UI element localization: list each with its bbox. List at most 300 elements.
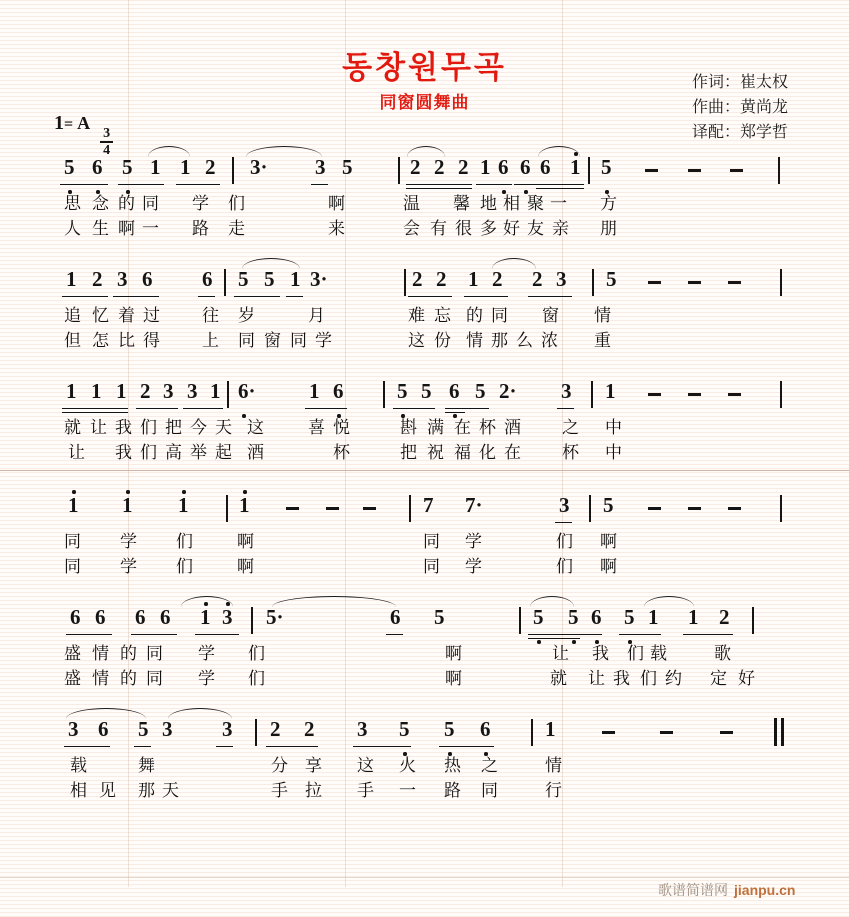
lyric-syllable: 之 [562,418,579,437]
lyric-syllable: 同 [423,532,440,551]
lyric-syllable: 今 [190,418,207,437]
lyric-syllable: 们 [140,443,157,462]
lyric-syllable: 路 [192,219,209,238]
lyric-syllable: 学 [198,644,215,663]
note-token: 1 [480,155,491,179]
duration-dash [648,507,661,510]
note-token: 5 [421,379,432,403]
note-token: 1 [688,605,699,629]
beam-underline [393,408,435,410]
lyric-syllable: 上 [202,331,219,350]
lyric-syllable: 情 [92,669,109,688]
barline [780,495,782,522]
lyric-syllable: 们 [627,644,644,663]
lyric-syllable: 得 [143,331,160,350]
lyric-syllable: 的 [118,194,135,213]
note-token: 3 [187,379,198,403]
meter-denominator: 4 [103,142,111,158]
lyric-syllable: 高 [165,443,182,462]
duration-dash [688,281,701,284]
lyric-syllable: 啊 [445,669,462,688]
barline [404,269,406,296]
lyric-syllable: 让 [552,644,569,663]
lyric-syllable: 学 [192,194,209,213]
lyric-syllable: 学 [465,532,482,551]
note-token: 2 [719,605,730,629]
lyric-syllable: 杯 [479,418,496,437]
lyric-syllable: 过 [143,306,160,325]
note-token: 5 [606,267,617,291]
slur-arc [242,258,300,269]
song-title: 동창원무곡 [342,50,507,85]
key-signature [54,112,113,157]
lyric-syllable: 相 [70,781,87,800]
lyric-syllable: 啊 [445,644,462,663]
duration-dash [660,731,673,734]
beam-underline [62,412,128,414]
note-token: 1 [290,267,301,291]
lyric-syllable: 温 [403,194,420,213]
song-subtitle: 同窗圆舞曲 [379,93,470,112]
note-token: 6 [540,155,551,179]
lyric-syllable: 同 [64,532,81,551]
lyric-syllable: 窗 [542,306,559,325]
beam-underline [406,188,472,190]
note-token: 3 [222,605,233,629]
lyric-syllable: 们 [228,194,245,213]
lyric-syllable: 一 [142,219,159,238]
duration-dash [648,393,661,396]
note-token: 3 [163,379,174,403]
slur-arc [168,708,232,719]
barline [588,157,590,184]
beam-underline [286,296,303,298]
barline [227,381,229,408]
credit-lyricist: 作词：崔太权 [691,74,788,91]
lyric-syllable: 我 [613,669,630,688]
lyric-syllable: 盛 [64,669,81,688]
duration-dash [720,731,733,734]
lyric-syllable: 会 [403,219,420,238]
lyric-syllable: 思 [64,194,81,213]
note-token: 1 [116,379,127,403]
barline [251,607,253,634]
beam-underline [234,296,280,298]
lyric-syllable: 聚 [527,194,544,213]
barline [409,495,411,522]
note-token: 2 [92,267,103,291]
beam-underline [528,634,580,636]
beam-underline [183,408,223,410]
lyric-syllable: 着 [118,306,135,325]
note-token: 6 [498,155,509,179]
lyric-syllable: 情 [545,756,562,775]
lyric-syllable: 们 [556,557,573,576]
note-token: 5 [399,717,410,741]
lyric-syllable: 好 [738,669,755,688]
slur-arc [272,596,396,607]
note-token: 7· [465,493,483,517]
lyric-syllable: 地 [480,194,497,213]
note-token: 1 [309,379,320,403]
barline [531,719,533,746]
lyric-syllable: 学 [120,532,137,551]
barline [232,157,234,184]
beam-underline [216,746,233,748]
slur-arc [66,708,146,719]
note-token: 5 [533,605,544,629]
note-token: 3· [250,155,268,179]
lyric-syllable: 情 [594,306,611,325]
beam-underline [528,638,580,640]
lyric-syllable: 杯 [333,443,350,462]
note-token: 6 [591,605,602,629]
note-token: 5 [475,379,486,403]
octave-dot-below [484,752,488,756]
lyric-syllable: 同 [146,669,163,688]
note-token: 3 [315,155,326,179]
lyric-syllable: 追 [64,306,81,325]
barline [398,157,400,184]
note-token: 2· [499,379,517,403]
note-token: 5 [397,379,408,403]
note-token: 6 [160,605,171,629]
note-token: 6 [135,605,146,629]
note-token: 1 [68,493,79,517]
note-token: 6 [333,379,344,403]
note-token: 6 [449,379,460,403]
note-token: 3 [117,267,128,291]
octave-dot-below [595,640,599,644]
note-token: 6 [98,717,109,741]
beam-underline [134,746,151,748]
duration-dash [688,169,701,172]
lyric-syllable: 啊 [237,532,254,551]
note-token: 5 [264,267,275,291]
note-token: 5· [266,605,284,629]
lyric-syllable: 相 [503,194,520,213]
lyric-syllable: 杯 [562,443,579,462]
lyric-syllable: 啊 [237,557,254,576]
beam-underline [439,746,494,748]
duration-dash [648,281,661,284]
beam-underline [557,408,574,410]
lyric-syllable: 情 [466,331,483,350]
lyric-syllable: 把 [400,443,417,462]
lyric-syllable: 好 [503,219,520,238]
note-token: 1 [150,155,161,179]
lyric-syllable: 重 [594,331,611,350]
slur-arc [246,146,322,157]
duration-dash [688,507,701,510]
lyric-syllable: 盛 [64,644,81,663]
note-token: 3 [68,717,79,741]
beam-underline [195,634,239,636]
octave-dot-below [126,190,130,194]
note-token: 6 [480,717,491,741]
beam-underline [464,296,508,298]
lyric-syllable: 让 [90,418,107,437]
lyric-syllable: 化 [479,443,496,462]
lyric-syllable: 一 [399,781,416,800]
lyric-syllable: 舞 [138,756,155,775]
beam-underline [198,296,215,298]
duration-dash [602,731,615,734]
lyric-syllable: 啊 [600,557,617,576]
note-token: 2 [458,155,469,179]
lyric-syllable: 生 [92,219,109,238]
barline [780,269,782,296]
octave-dot-below [605,190,609,194]
lyric-syllable: 悦 [333,418,350,437]
beam-underline [528,296,572,298]
lyric-syllable: 啊 [118,219,135,238]
lyric-syllable: 同 [64,557,81,576]
note-token: 6 [520,155,531,179]
note-token: 5 [444,717,455,741]
lyric-syllable: 朋 [600,219,617,238]
note-token: 1 [122,493,133,517]
lyric-syllable: 行 [545,781,562,800]
lyric-syllable: 同 [146,644,163,663]
beam-underline [555,522,572,524]
lyric-syllable: 那 [138,781,155,800]
octave-dot-above [243,490,247,494]
lyric-syllable: 享 [305,756,322,775]
lyric-syllable: 这 [247,418,264,437]
lyric-syllable: 们 [176,532,193,551]
footer-divider-line [0,877,849,878]
slur-arc [530,596,574,607]
note-token: 2 [410,155,421,179]
lyric-syllable: 们 [640,669,657,688]
note-token: 6 [95,605,106,629]
note-token: 1 [180,155,191,179]
lyric-syllable: 们 [176,557,193,576]
duration-dash [728,281,741,284]
lyric-syllable: 岁 [238,306,255,325]
key-letter: A [77,113,91,133]
lyric-syllable: 载 [650,644,667,663]
beam-underline [62,408,128,410]
lyric-syllable: 之 [481,756,498,775]
barline [589,495,591,522]
beam-underline [64,746,110,748]
equals-sign: = [64,116,74,133]
slur-arc [538,146,580,157]
duration-dash [688,393,701,396]
lyric-syllable: 我 [115,418,132,437]
credit-composer: 作曲：黄尚龙 [691,99,788,116]
watermark [658,880,795,900]
lyric-syllable: 举 [190,443,207,462]
final-double-barline [774,718,784,746]
note-token: 6 [92,155,103,179]
octave-dot-below [453,414,457,418]
lyric-syllable: 们 [140,418,157,437]
lyric-syllable: 福 [454,443,471,462]
lyric-syllable: 份 [434,331,451,350]
lyric-syllable: 一 [550,194,567,213]
lyric-syllable: 让 [588,669,605,688]
lyric-syllable: 学 [198,669,215,688]
barline [591,381,593,408]
barline [224,269,226,296]
note-token: 2 [436,267,447,291]
meter-numerator: 3 [103,126,111,141]
note-token: 2 [140,379,151,403]
lyric-syllable: 忘 [434,306,451,325]
lyric-syllable: 同 [491,306,508,325]
duration-dash [363,507,376,510]
lyric-syllable: 热 [444,756,461,775]
note-token: 5 [624,605,635,629]
lyric-syllable: 馨 [453,194,470,213]
beam-underline [62,296,108,298]
note-token: 5 [568,605,579,629]
octave-dot-below [242,414,246,418]
lyric-syllable: 斟 [400,418,417,437]
octave-dot-below [502,190,506,194]
section-divider-line [0,470,849,471]
lyric-syllable: 多 [480,219,497,238]
lyric-syllable: 同 [423,557,440,576]
note-token: 5 [342,155,353,179]
note-token: 5 [138,717,149,741]
lyric-syllable: 在 [504,443,521,462]
lyric-syllable: 很 [455,219,472,238]
lyric-syllable: 这 [408,331,425,350]
note-token: 6 [390,605,401,629]
note-token: 1 [91,379,102,403]
beam-underline [353,746,411,748]
octave-dot-below [68,190,72,194]
lyric-syllable: 就 [550,669,567,688]
octave-dot-below [572,640,576,644]
lyric-syllable: 喜 [308,418,325,437]
note-token: 2 [205,155,216,179]
barline [592,269,594,296]
octave-dot-above [182,490,186,494]
note-token: 2 [304,717,315,741]
lyric-syllable: 那 [491,331,508,350]
beam-underline [60,184,108,186]
octave-dot-below [96,190,100,194]
lyric-syllable: 我 [592,644,609,663]
credits-block [692,70,788,145]
lyric-syllable: 啊 [600,532,617,551]
lyric-syllable: 手 [357,781,374,800]
lyric-syllable: 们 [556,532,573,551]
note-token: 2 [492,267,503,291]
lyric-syllable: 起 [215,443,232,462]
beam-underline [66,634,112,636]
slur-arc [148,146,190,157]
lyric-syllable: 满 [427,418,444,437]
duration-dash [326,507,339,510]
beam-underline [619,634,661,636]
lyric-syllable: 让 [68,443,85,462]
lyric-syllable: 天 [162,781,179,800]
beam-underline [445,412,465,414]
octave-dot-below [403,752,407,756]
note-token: 2 [434,155,445,179]
note-token: 3 [162,717,173,741]
note-token: 5 [238,267,249,291]
lyric-syllable: 来 [328,219,345,238]
lyric-syllable: 学 [465,557,482,576]
lyric-syllable: 路 [444,781,461,800]
barline [778,157,780,184]
lyric-syllable: 学 [120,557,137,576]
note-token: 1 [66,379,77,403]
lyric-syllable: 同 [142,194,159,213]
lyric-syllable: 怎 [92,331,109,350]
lyric-syllable: 走 [228,219,245,238]
lyric-syllable: 祝 [427,443,444,462]
lyric-syllable: 方 [600,194,617,213]
beam-underline [118,184,164,186]
note-token: 1 [200,605,211,629]
note-token: 5 [601,155,612,179]
octave-dot-below [401,414,405,418]
lyric-syllable: 这 [357,756,374,775]
lyric-syllable: 情 [92,644,109,663]
barline [226,495,228,522]
note-token: 1 [239,493,250,517]
note-token: 1 [545,717,556,741]
lyric-syllable: 手 [271,781,288,800]
lyric-syllable: 友 [527,219,544,238]
lyric-syllable: 约 [665,669,682,688]
lyric-syllable: 比 [118,331,135,350]
lyric-syllable: 有 [430,219,447,238]
duration-dash [286,507,299,510]
note-token: 1 [210,379,221,403]
lyric-syllable: 窗 [264,331,281,350]
beam-underline [536,184,584,186]
lyric-syllable: 同 [481,781,498,800]
lyric-syllable: 们 [248,644,265,663]
beam-underline [266,746,318,748]
note-token: 5 [434,605,445,629]
barline [383,381,385,408]
lyric-syllable: 中 [605,418,622,437]
lyric-syllable: 的 [120,644,137,663]
note-token: 7 [423,493,434,517]
beam-underline [445,408,465,410]
note-token: 3 [556,267,567,291]
octave-dot-above [126,490,130,494]
note-token: 3· [310,267,328,291]
lyric-syllable: 见 [99,781,116,800]
note-token: 2 [532,267,543,291]
lyric-syllable: 浓 [541,331,558,350]
lyric-syllable: 月 [308,306,325,325]
lyric-syllable: 定 [710,669,727,688]
lyric-syllable: 人 [64,219,81,238]
note-token: 3 [561,379,572,403]
lyric-syllable: 的 [466,306,483,325]
note-token: 2 [412,267,423,291]
lyric-syllable: 在 [454,418,471,437]
octave-dot-below [337,414,341,418]
note-token: 3 [559,493,570,517]
beam-underline [536,188,584,190]
barline [780,381,782,408]
beam-underline [476,184,512,186]
note-token: 5 [64,155,75,179]
